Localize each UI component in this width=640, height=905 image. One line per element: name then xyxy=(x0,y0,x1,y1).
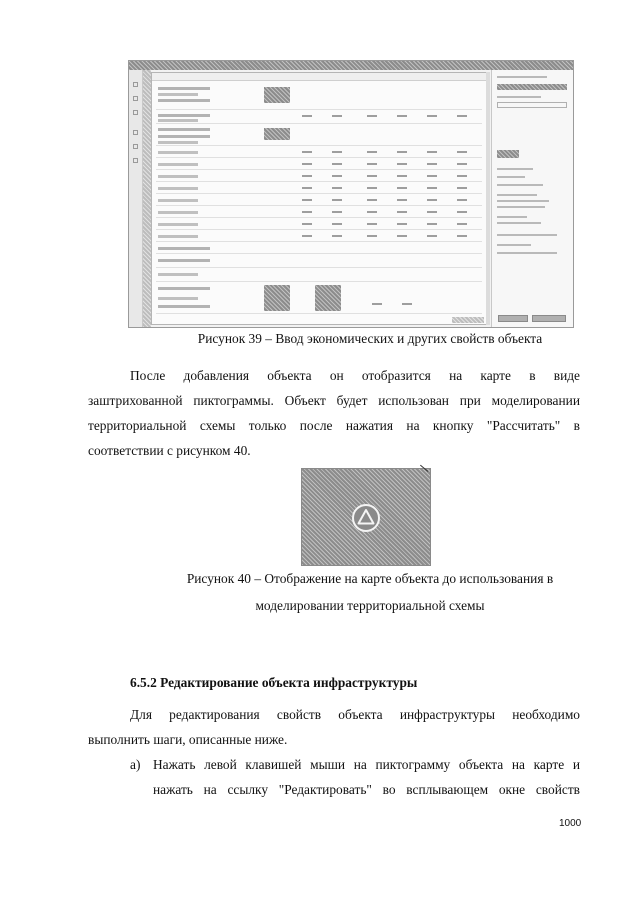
hatched-field xyxy=(497,84,567,90)
paragraph-line: Для редактирования свойств объекта инфраструктуры необходимо xyxy=(130,707,580,722)
list-item-line: Нажать левой клавишей мыши на пиктограмму объекта на карте и xyxy=(153,757,580,772)
hatched-field xyxy=(497,150,519,158)
paragraph-line: территориальной схемы только после нажатия на кнопку "Рассчитать" в xyxy=(88,418,580,433)
figure-39-caption: Рисунок 39 – Ввод экономических и других свойств объекта xyxy=(197,331,543,346)
panel-button xyxy=(532,315,566,322)
figure-39-screenshot xyxy=(128,60,574,328)
figure-40-caption-line1: Рисунок 40 – Отображение на карте объекта до использования в xyxy=(186,571,554,586)
page-number: 1000 xyxy=(559,818,582,829)
dialog-header xyxy=(152,73,486,81)
corner-mark xyxy=(420,465,428,472)
screenshot-right-panel xyxy=(491,70,574,327)
figure-40-caption-line2: моделировании территориальной схемы xyxy=(255,598,485,613)
tool-icon xyxy=(133,96,138,101)
paragraph-line: выполнить шаги, описанные ниже. xyxy=(88,732,288,747)
section-heading: 6.5.2 Редактирование объекта инфраструктуры xyxy=(130,675,418,690)
screenshot-scrollbar xyxy=(486,72,490,325)
tool-icon xyxy=(133,144,138,149)
paragraph-line: После добавления объекта он отобразится на карте в виде xyxy=(130,368,580,383)
tool-icon xyxy=(133,110,138,115)
list-marker: а) xyxy=(130,757,141,772)
screenshot-map-strip xyxy=(143,70,151,327)
tool-icon xyxy=(133,130,138,135)
hatched-field xyxy=(264,128,290,140)
screenshot-properties-dialog xyxy=(151,72,487,325)
hatched-field xyxy=(315,285,341,311)
paragraph-line: заштрихованной пиктограммы. Объект будет использован при моделировании xyxy=(88,393,580,408)
hatched-field xyxy=(264,285,290,311)
tool-icon xyxy=(133,82,138,87)
paragraph-line: соответствии с рисунком 40. xyxy=(88,443,251,458)
screenshot-left-toolbar xyxy=(129,70,143,327)
panel-button xyxy=(498,315,528,322)
tool-icon xyxy=(133,158,138,163)
triangle-in-circle-icon xyxy=(351,503,381,533)
figure-40-map-object xyxy=(301,468,431,566)
hatched-field xyxy=(264,87,290,103)
dialog-button xyxy=(452,317,484,323)
list-item-line: нажать на ссылку "Редактировать" во всплывающем окне свойств xyxy=(153,782,580,797)
screenshot-title-bar xyxy=(129,61,573,70)
